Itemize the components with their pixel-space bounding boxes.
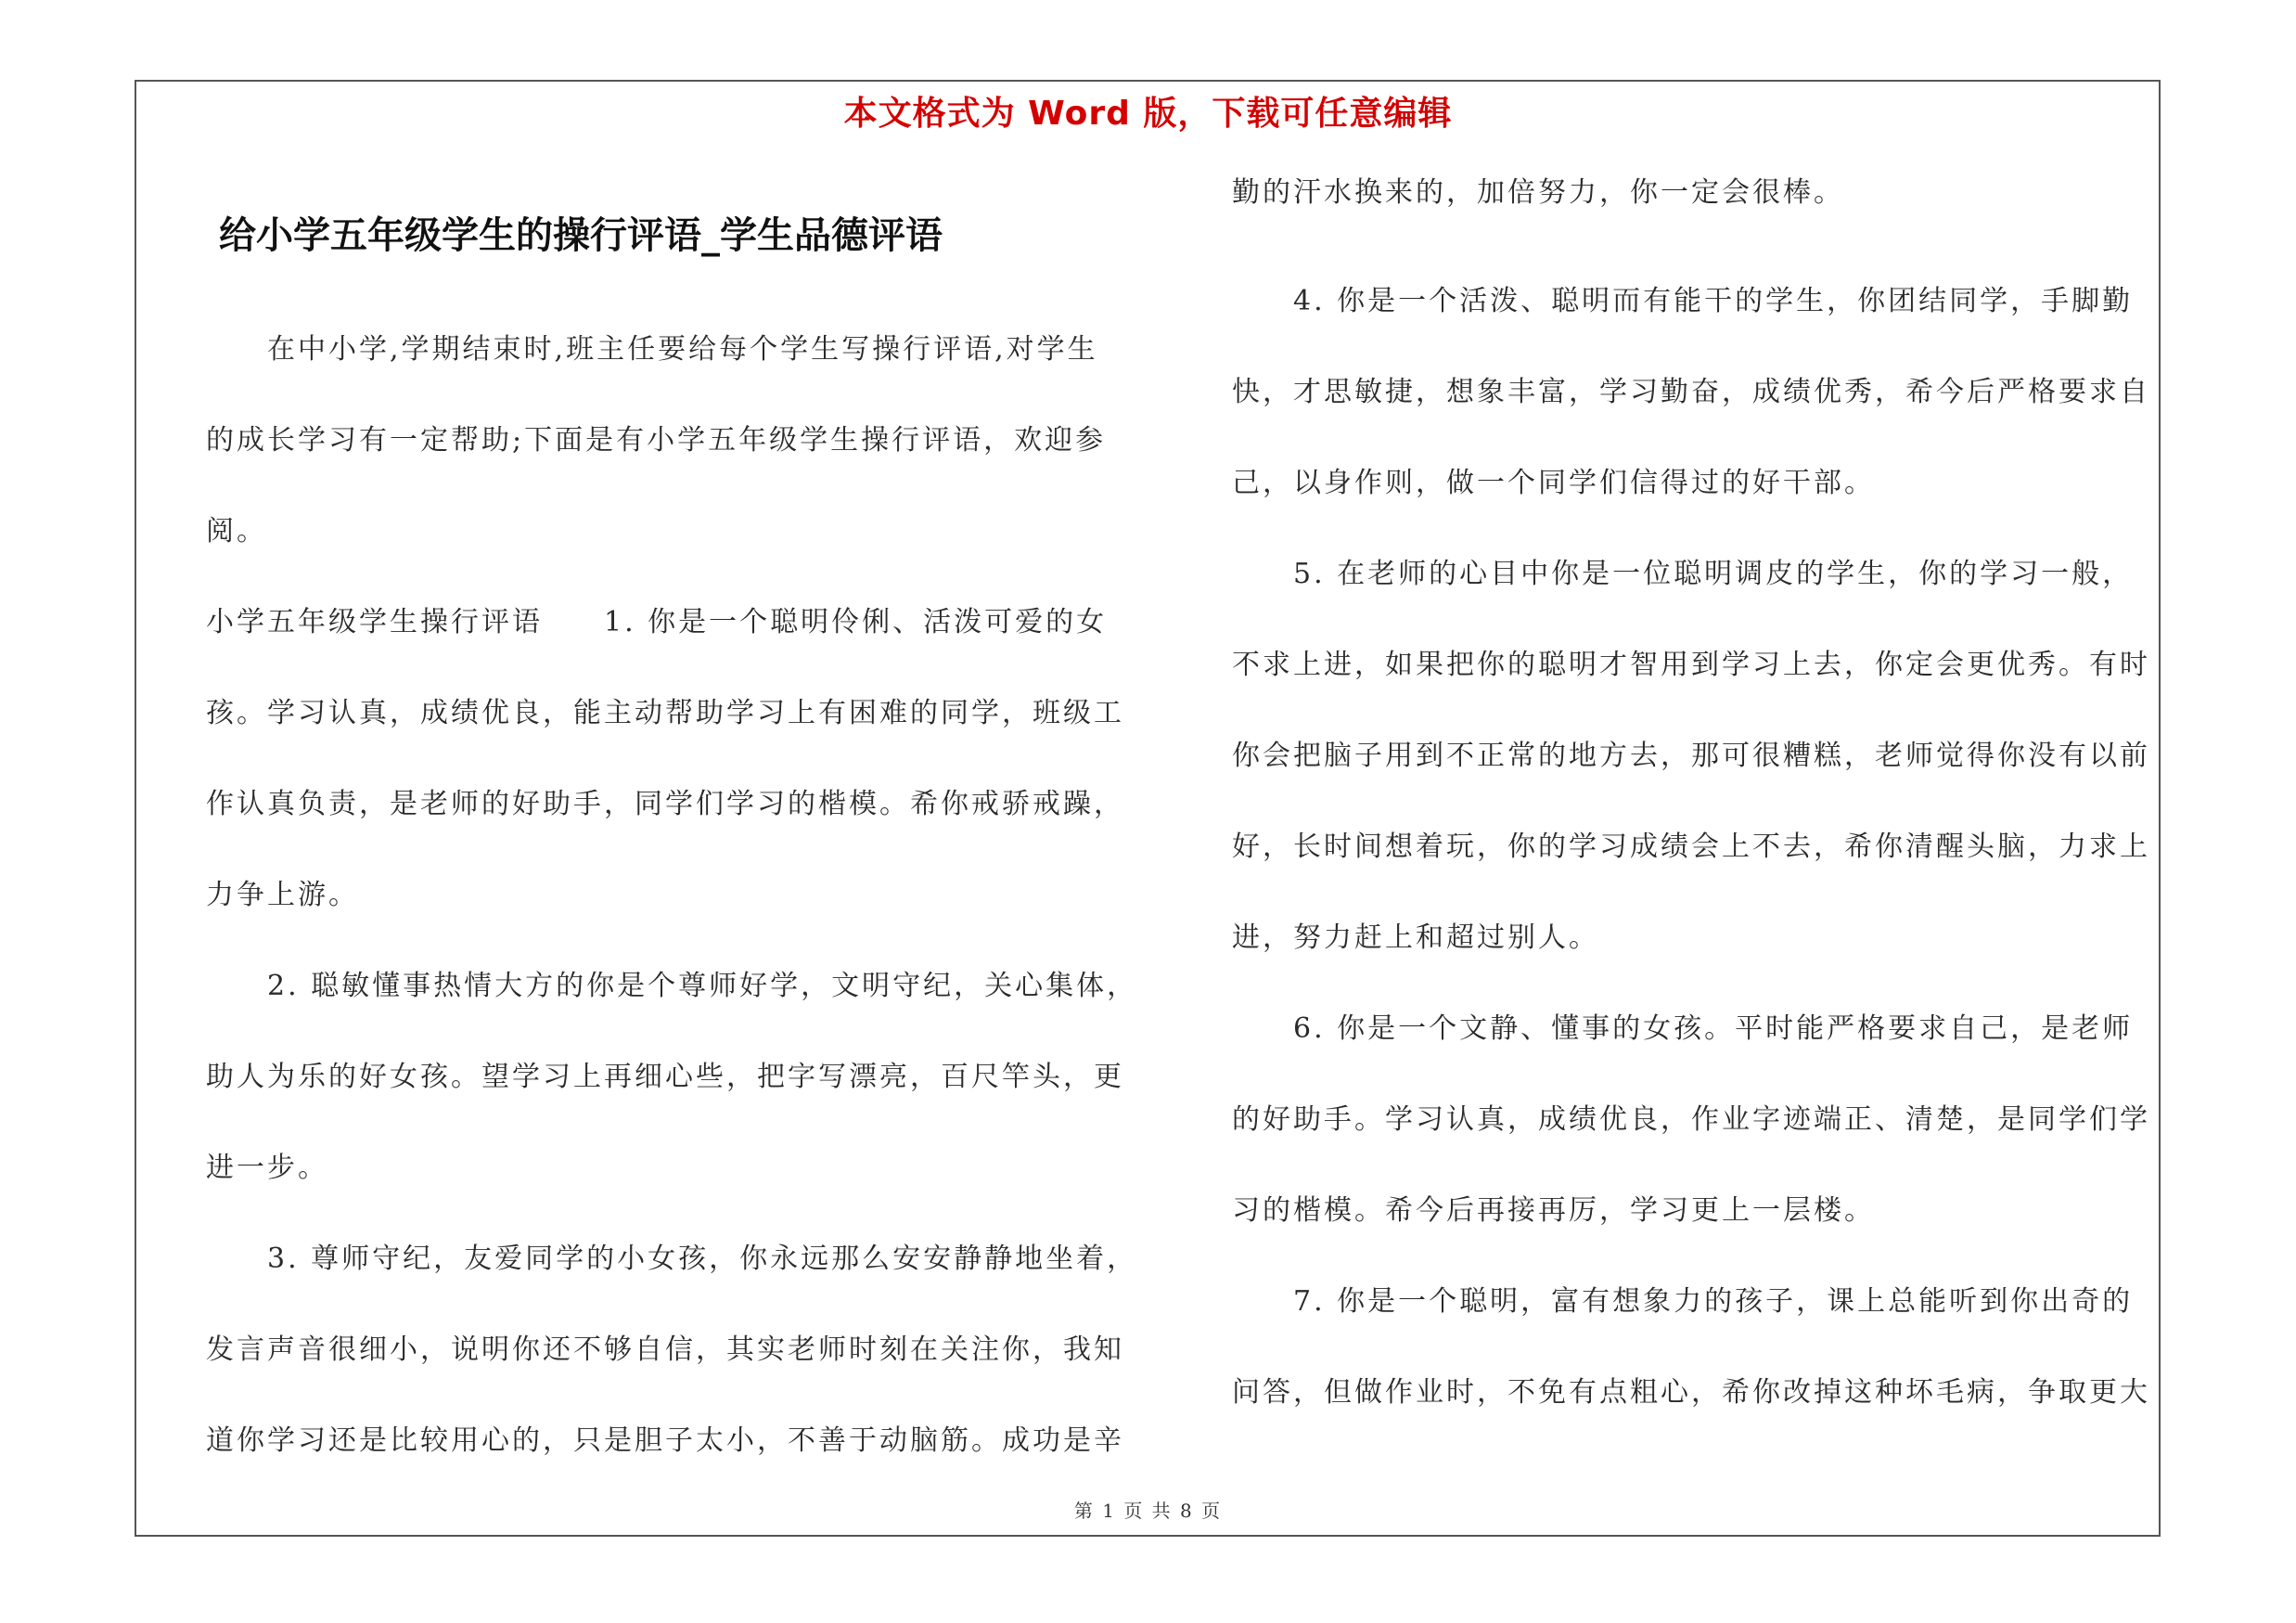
intro-line: 在中小学,学期结束时,班主任要给每个学生写操行评语,对学生 <box>267 333 1098 366</box>
comment-item-3 <box>206 1214 1152 1487</box>
comment-line: 助人为乐的好女孩。望学习上再细心些，把字写漂亮，百尺竿头，更 <box>206 1061 1124 1093</box>
page-number-footer: 第 1 页 共 8 页 <box>1073 1500 1223 1522</box>
comment-line: 问答，但做作业时，不免有点粗心，希你改掉这种坏毛病，争取更大 <box>1232 1376 2150 1409</box>
comment-line: 2. 聪敏懂事热情大方的你是个尊师好学，文明守纪，关心集体， <box>267 970 1138 1002</box>
comment-line: 快，才思敏捷，想象丰富，学习勤奋，成绩优秀，希今后严格要求自 <box>1232 376 2150 408</box>
comment-line: 小学五年级学生操行评语 1. 你是一个聪明伶俐、活泼可爱的女 <box>206 606 1108 638</box>
comment-line: 进一步。 <box>206 1152 328 1184</box>
comment-line: 好，长时间想着玩，你的学习成绩会上不去，希你清醒头脑，力求上 <box>1232 831 2150 863</box>
comment-line: 5. 在老师的心目中你是一位聪明调皮的学生，你的学习一般， <box>1293 558 2134 590</box>
comment-line: 道你学习还是比较用心的，只是胆子太小，不善于动脑筋。成功是辛 <box>206 1424 1124 1457</box>
format-banner: 本文格式为 Word 版，下载可任意编辑 <box>843 95 1453 133</box>
document-title: 给小学五年级学生的操行评语_学生品德评语 <box>219 213 943 257</box>
comment-line: 你会把脑子用到不正常的地方去，那可很糟糕，老师觉得你没有以前 <box>1232 740 2150 772</box>
left-column <box>206 304 1152 1487</box>
comment-line: 己，以身作则，做一个同学们信得过的好干部。 <box>1232 467 1875 499</box>
comment-line: 7. 你是一个聪明，富有想象力的孩子，课上总能听到你出奇的 <box>1293 1285 2134 1318</box>
comment-line: 习的楷模。希今后再接再厉，学习更上一层楼。 <box>1232 1194 1875 1227</box>
comment-item-3-continued <box>1232 165 2165 221</box>
right-column <box>1232 165 2165 1438</box>
comment-line: 6. 你是一个文静、懂事的女孩。平时能严格要求自己，是老师 <box>1293 1012 2134 1045</box>
comment-line: 发言声音很细小，说明你还不够自信，其实老师时刻在关注你，我知 <box>206 1333 1124 1366</box>
comment-item-7 <box>1232 1256 2165 1438</box>
comment-line: 进，努力赶上和超过别人。 <box>1232 921 1599 954</box>
comment-item-4 <box>1232 256 2165 529</box>
comment-item-6 <box>1232 984 2165 1256</box>
intro-line: 阅。 <box>206 515 267 547</box>
comment-line: 孩。学习认真，成绩优良，能主动帮助学习上有困难的同学，班级工 <box>206 697 1124 729</box>
comment-item-5 <box>1232 529 2165 984</box>
comment-item-2 <box>206 941 1152 1214</box>
intro-line: 的成长学习有一定帮助;下面是有小学五年级学生操行评语，欢迎参 <box>206 424 1107 457</box>
comment-line: 的好助手。学习认真，成绩优良，作业字迹端正、清楚，是同学们学 <box>1232 1103 2150 1136</box>
comment-item-1 <box>206 577 1152 941</box>
comment-line: 勤的汗水换来的，加倍努力，你一定会很棒。 <box>1232 176 1844 209</box>
comment-line: 作认真负责，是老师的好助手，同学们学习的楷模。希你戒骄戒躁， <box>206 788 1124 820</box>
comment-line: 不求上进，如果把你的聪明才智用到学习上去，你定会更优秀。有时 <box>1232 649 2150 681</box>
comment-line: 力争上游。 <box>206 879 359 911</box>
comment-line: 3. 尊师守纪，友爱同学的小女孩，你永远那么安安静静地坐着， <box>267 1243 1138 1275</box>
comment-line: 4. 你是一个活泼、聪明而有能干的学生，你团结同学，手脚勤 <box>1293 285 2134 317</box>
intro-paragraph <box>206 304 1152 577</box>
